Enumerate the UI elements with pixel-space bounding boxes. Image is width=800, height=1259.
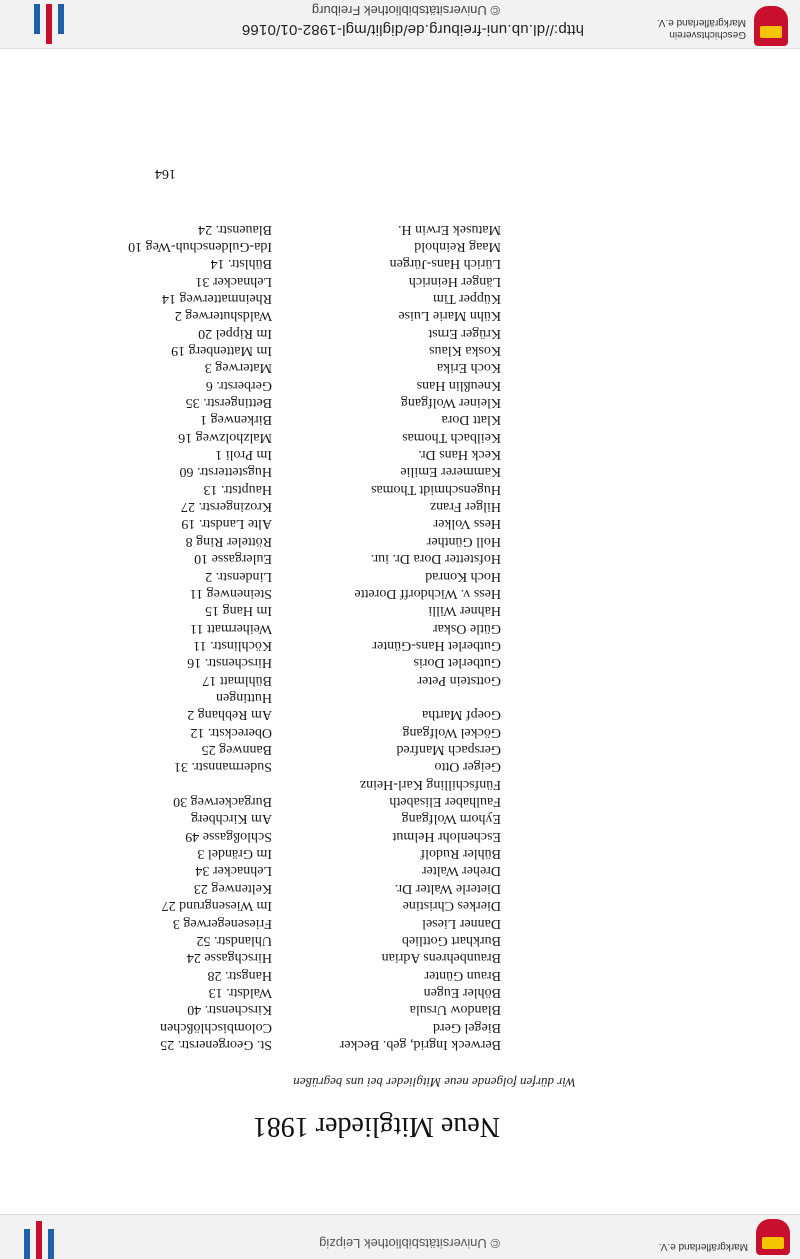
member-street: Colombischlößchen [160,1019,272,1035]
member-street: Im Mattenberg 19 [171,343,272,358]
member-row [0,653,800,670]
member-row [0,671,800,688]
member-row [0,601,800,618]
member-street: Lehnacker 31 [195,273,272,289]
member-street: Am Rebhang 2 [187,707,272,723]
member-street: Keltenweg 23 [193,880,272,896]
member-name: Kneußlin Hans [416,377,501,393]
member-street: Im Hang 15 [205,603,272,619]
member-row [0,254,800,271]
member-street: Blauenstr. 24 [198,221,272,237]
member-row [0,497,800,514]
member-street: Rötteler Ring 8 [185,533,272,549]
member-name: Küpper Tim [432,290,501,306]
viewer-bar-top [0,1214,800,1259]
member-name: Gütle Oskar [432,620,501,636]
member-street: Köchlinstr. 11 [193,637,272,653]
member-name: Länger Heinrich [408,273,501,289]
member-name: Berweck Ingrid, geb. Becker [339,1037,501,1052]
member-row [0,462,800,479]
member-street: Kirschenstr. 40 [187,1002,272,1018]
member-street: Friesenegerweg 3 [172,915,272,931]
member-row [0,896,800,913]
member-street: Alte Landstr. 19 [181,516,272,532]
member-row [0,532,800,549]
member-street: Rheinmatterweg 14 [161,290,272,306]
member-row [0,324,800,341]
library-logo-icon [20,1215,56,1259]
member-name: Braunbehrens Adrian [381,950,501,966]
member-row [0,775,800,792]
member-street: Schloßgasse 49 [185,828,272,844]
member-street: Burgackerweg 30 [173,794,272,810]
member-row [0,948,800,965]
member-row [0,636,800,653]
member-row [0,740,800,757]
member-row [0,931,800,948]
member-row [0,376,800,393]
member-street: Im Proli 1 [215,447,272,463]
member-row [0,983,800,1000]
viewer-bar-bottom [0,0,800,49]
member-name: Hilger Franz [429,499,501,515]
member-street: Hangstr. 28 [207,967,272,983]
member-row [0,428,800,445]
member-name: Dierkes Christine [402,898,501,914]
member-name: Bühler Rudolf [420,846,501,862]
member-street: Lindenstr. 2 [205,568,272,584]
member-street: Lehnacker 34 [195,863,272,879]
member-name: Danner Liesel [422,915,501,931]
member-name: Krüger Ernst [428,325,501,341]
member-row [0,341,800,358]
library-credit: © Universitätsbibliothek Freiburg [311,3,500,18]
member-row [0,393,800,410]
member-name: Eschenlohr Helmut [392,828,501,844]
member-street: Materweg 3 [204,360,272,376]
member-row [0,358,800,375]
member-name: Keck Hans Dr. [418,447,501,463]
member-row [0,220,800,237]
member-street: Im Wiesengrund 27 [161,898,272,914]
member-street: Hugstetterstr. 60 [179,464,272,480]
member-street: Sudermannstr. 31 [174,759,272,775]
member-name: Hugenschmidt Thomas [370,481,501,497]
society-name-line1: Geschichtsverein [669,29,746,40]
member-name: Gerspach Manfred [396,742,501,758]
member-name: Gottstein Peter [417,672,501,688]
member-street: Am Kirchberg [191,811,272,827]
member-street: Hauptstr. 13 [203,481,272,497]
member-street: Weihermatt 11 [190,620,272,636]
member-row [0,705,800,722]
member-street: Eulergasse 10 [194,551,272,567]
member-name: Gutberlet Doris [413,655,501,671]
member-row [0,237,800,254]
member-name: Braun Günter [424,967,501,983]
member-row [0,844,800,861]
library-logo-icon [28,0,68,48]
member-street: Bannweg 25 [201,742,272,758]
member-street: Steinenweg 11 [189,585,272,601]
member-street: Bettingerstr. 35 [185,395,272,411]
society-name-line: Markgräflerland e.V. [658,1241,748,1252]
member-row [0,515,800,532]
member-street: Krozingerstr. 27 [181,499,272,515]
member-name: Fünfschilling Karl-Heinz [359,776,501,792]
society-logo [754,6,788,46]
society-name [659,1240,748,1252]
member-row [0,445,800,462]
member-row [0,914,800,931]
member-name: Dieterle Walter Dr. [394,880,501,896]
member-name: Burkhart Gottlieb [401,932,501,948]
member-street: Waldstr. 13 [208,984,272,1000]
library-credit: © Universitätsbibliothek Leipzig [319,1236,500,1251]
member-street: Bühlstr. 14 [210,256,272,272]
member-name: Maag Reinhold [414,238,501,254]
member-name: Matusek Erwin H. [397,221,501,237]
society-name [657,16,746,40]
member-name: Hess Volker [433,516,501,532]
member-row [0,1035,800,1052]
member-name: Gutberlet Hans-Günter [372,637,501,653]
member-name: Keilbach Thomas [402,429,501,445]
member-name: Dreher Walter [421,863,501,879]
member-row [0,879,800,896]
member-street: Im Grändel 3 [197,846,272,862]
member-name: Kammerer Emilie [400,464,501,480]
member-row [0,567,800,584]
member-street: Bühlmatt 17 [202,672,272,688]
member-name: Böhler Eugen [423,984,501,1000]
member-row [0,1000,800,1017]
member-name: Göckel Wolfgang [402,724,501,740]
member-name: Hoch Konrad [425,568,501,584]
society-logo [756,1219,790,1255]
member-row [0,688,800,705]
member-row [0,1018,800,1035]
member-row [0,289,800,306]
member-name: Faulhaber Elisabeth [389,794,501,810]
member-street: Im Rippel 20 [198,325,272,341]
member-name: Koska Klaus [429,343,501,358]
member-name: Holl Günther [426,533,501,549]
member-name: Biegel Gerd [432,1019,501,1035]
member-street: Hirschenstr. 16 [187,655,272,671]
member-row [0,862,800,879]
page-number: 164 [155,166,176,181]
member-row [0,757,800,774]
member-street: St. Georgenerstr. 25 [160,1037,272,1052]
member-street: Ida-Guldenschuh-Weg 10 [128,238,272,254]
member-name: Hahner Willi [428,603,501,619]
member-street: Malzholzweg 16 [178,429,272,445]
member-name: Hess v. Wichdorff Dorette [354,585,501,601]
member-name: Goepf Martha [422,707,501,723]
member-row [0,809,800,826]
member-street: Huttingen [216,690,272,705]
member-street: Waldshuterweg 2 [174,308,272,324]
member-row [0,480,800,497]
member-name: Eyhorn Wolfgang [401,811,501,827]
permalink-url[interactable]: http://dl.ub.uni-freiburg.de/diglit/mgl-1982-01/0166 [241,21,584,38]
member-row [0,723,800,740]
member-row [0,966,800,983]
member-street: Birkenweg 1 [200,412,272,428]
member-row [0,272,800,289]
member-name: Klatt Dora [441,412,501,428]
member-row [0,827,800,844]
member-row [0,410,800,427]
member-name: Blandow Ursula [409,1002,501,1018]
member-row [0,792,800,809]
member-name: Koch Erika [436,360,501,376]
society-name-line2: Markgräflerland e.V. [656,17,746,28]
member-name: Hofstetter Dora Dr. iur. [370,551,501,567]
member-name: Kleiner Wolfgang [400,395,501,411]
intro-text: Wir dürfen folgende neue Mitglieder bei uns begrüßen [293,1075,576,1090]
member-row [0,619,800,636]
member-name: Lürich Hans-Jürgen [389,256,501,272]
member-street: Gerberstr. 6 [205,377,272,393]
member-street: Hirschgasse 24 [186,950,272,966]
page-title: Neue Mitglieder 1981 [252,1111,500,1142]
member-street: Uhlandstr. 52 [196,932,272,948]
member-name: Kühn Marie Luise [398,308,501,324]
member-name: Geiger Otto [434,759,501,775]
member-row [0,306,800,323]
member-row [0,549,800,566]
member-street: Obereckstr. 12 [190,724,272,740]
member-row [0,584,800,601]
